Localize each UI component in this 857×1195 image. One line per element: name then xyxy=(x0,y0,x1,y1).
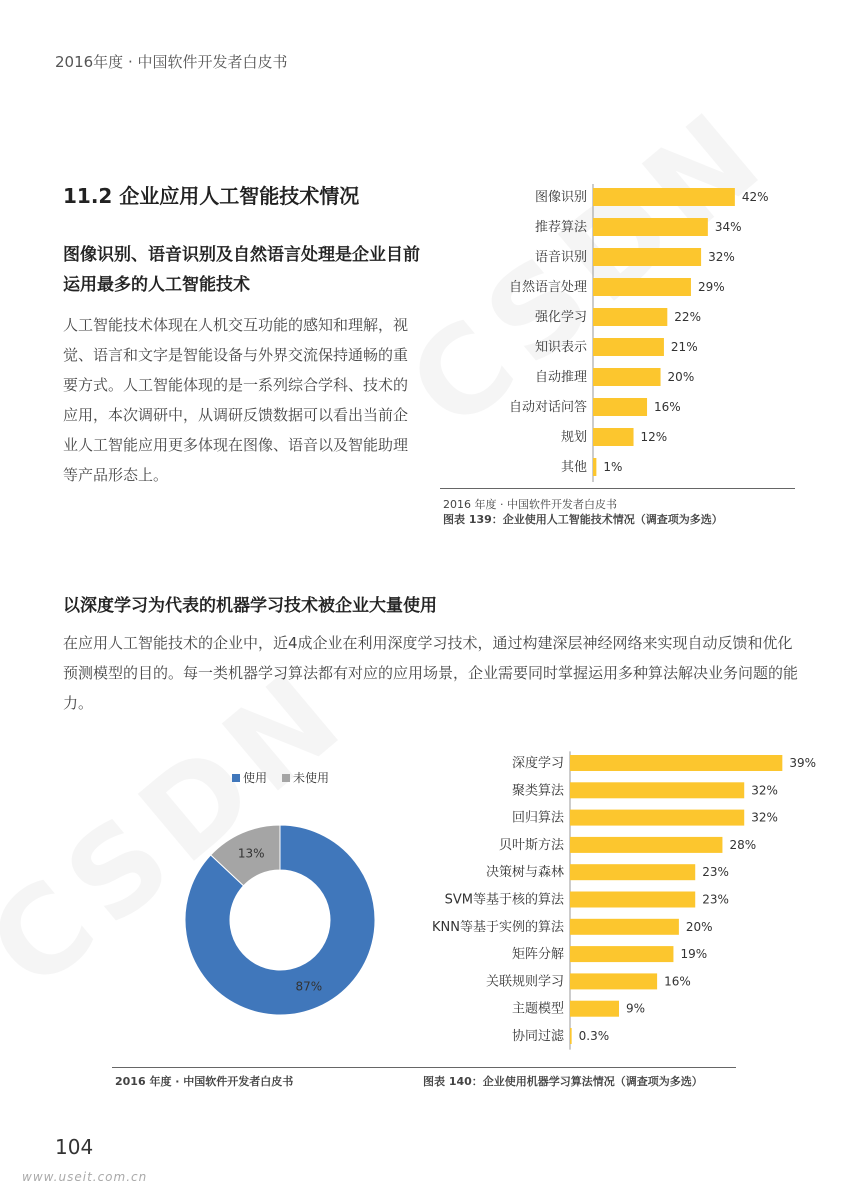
value-label: 9% xyxy=(626,1001,646,1016)
category-label: KNN等基于实例的算法 xyxy=(432,919,564,935)
section2-paragraph: 在应用人工智能技术的企业中，近4成企业在利用深度学习技术，通过构建深层神经网络来实现自动反馈和优化预测模型的目的。每一类机器学习算法都有对应的应用场景，企业需要同时掌握运用多种算法解决业务问题的能力。 xyxy=(63,634,799,712)
bar xyxy=(593,428,634,446)
ml-algorithms-chart xyxy=(410,745,817,1055)
category-label: 其他 xyxy=(560,460,587,475)
category-label: 矩阵分解 xyxy=(511,947,564,963)
value-label: 34% xyxy=(714,220,742,234)
value-label: 1% xyxy=(603,460,623,474)
category-label: 关联规则学习 xyxy=(485,974,564,990)
category-label: 回归算法 xyxy=(511,810,564,826)
value-label: 28% xyxy=(729,837,757,852)
page-header: 2016年度 · 中国软件开发者白皮书 xyxy=(55,53,288,71)
value-label: 39% xyxy=(789,756,817,770)
bar xyxy=(570,1001,619,1017)
value-label: 32% xyxy=(708,250,735,264)
value-label: 19% xyxy=(680,947,708,962)
category-label: 语音识别 xyxy=(534,250,587,265)
value-label: 32% xyxy=(751,810,778,825)
category-label: 推荐算法 xyxy=(534,220,587,235)
category-label: 规划 xyxy=(560,430,587,445)
ai-tech-chart xyxy=(440,175,820,485)
section-paragraph: 人工智能技术体现在人机交互功能的感知和理解，视觉、语言和文字是智能设备与外界交流保持通畅的重要方式。人工智能体现的是一系列综合学科、技术的应用，本次调研中，从调研反馈数据可以看出当前企业人工智能应用更多体现在图像、语音以及智能助理等产品形态上。 xyxy=(63,316,409,484)
legend-label: 未使用 xyxy=(293,771,330,785)
legend-label: 使用 xyxy=(243,771,268,785)
bar xyxy=(593,248,701,266)
bar xyxy=(593,188,735,206)
page-number: 104 xyxy=(55,1135,94,1159)
category-label: 协同过滤 xyxy=(511,1029,564,1044)
category-label: SVM等基于核的算法 xyxy=(444,892,564,908)
category-label: 主题模型 xyxy=(511,1001,564,1017)
category-label: 聚类算法 xyxy=(511,783,564,799)
figure-139-title: 图表 139：企业使用人工智能技术情况（调查项为多选） xyxy=(443,513,723,526)
value-label: 20% xyxy=(667,370,695,384)
category-label: 知识表示 xyxy=(534,340,587,355)
legend-swatch xyxy=(282,774,290,782)
bar xyxy=(593,218,708,236)
category-label: 贝叶斯方法 xyxy=(498,837,564,853)
bar xyxy=(593,458,596,476)
value-label: 12% xyxy=(640,430,668,444)
bar xyxy=(593,398,647,416)
value-label: 20% xyxy=(685,919,713,934)
value-label: 23% xyxy=(702,892,729,907)
bar xyxy=(593,338,664,356)
bar xyxy=(570,782,744,798)
value-label: 42% xyxy=(741,190,769,204)
section2-subtitle: 以深度学习为代表的机器学习技术被企业大量使用 xyxy=(63,596,437,616)
value-label: 16% xyxy=(654,400,681,414)
bar xyxy=(570,837,722,853)
legend-swatch xyxy=(232,774,240,782)
section-title: 11.2 企业应用人工智能技术情况 xyxy=(63,184,360,208)
bar xyxy=(570,810,744,826)
value-label: 22% xyxy=(674,310,701,324)
bar xyxy=(593,278,691,296)
category-label: 自然语言处理 xyxy=(508,280,587,295)
value-label: 29% xyxy=(697,280,725,294)
slice-value-label: 13% xyxy=(237,846,265,861)
value-label: 23% xyxy=(702,865,729,880)
category-label: 图像识别 xyxy=(534,190,587,205)
bar xyxy=(570,973,657,989)
category-label: 决策树与森林 xyxy=(485,865,564,881)
value-label: 16% xyxy=(664,974,691,989)
bar xyxy=(570,892,695,908)
category-label: 自动对话问答 xyxy=(508,400,587,415)
bar xyxy=(570,864,695,880)
caption-divider xyxy=(440,488,795,489)
category-label: 深度学习 xyxy=(511,756,564,771)
caption-divider xyxy=(112,1067,736,1068)
bar xyxy=(593,308,667,326)
section-subtitle: 图像识别、语音识别及自然语言处理是企业目前运用最多的人工智能技术 xyxy=(63,245,420,295)
value-label: 21% xyxy=(670,340,698,354)
figure-140-title: 图表 140：企业使用机器学习算法情况（调查项为多选） xyxy=(423,1075,703,1088)
bar xyxy=(593,368,661,386)
value-label: 32% xyxy=(751,783,778,798)
slice-value-label: 87% xyxy=(295,979,323,994)
ml-usage-donut-chart xyxy=(170,760,400,1020)
figure-140-source: 2016 年度 · 中国软件开发者白皮书 xyxy=(115,1075,294,1088)
bar xyxy=(570,1028,572,1044)
category-label: 强化学习 xyxy=(534,310,587,325)
figure-139-source: 2016 年度 · 中国软件开发者白皮书 xyxy=(443,498,617,511)
footer-url: www.useit.com.cn xyxy=(22,1170,148,1184)
bar xyxy=(570,755,782,771)
value-label: 0.3% xyxy=(578,1029,610,1043)
category-label: 自动推理 xyxy=(534,370,587,385)
bar xyxy=(570,946,673,962)
bar xyxy=(570,919,679,935)
